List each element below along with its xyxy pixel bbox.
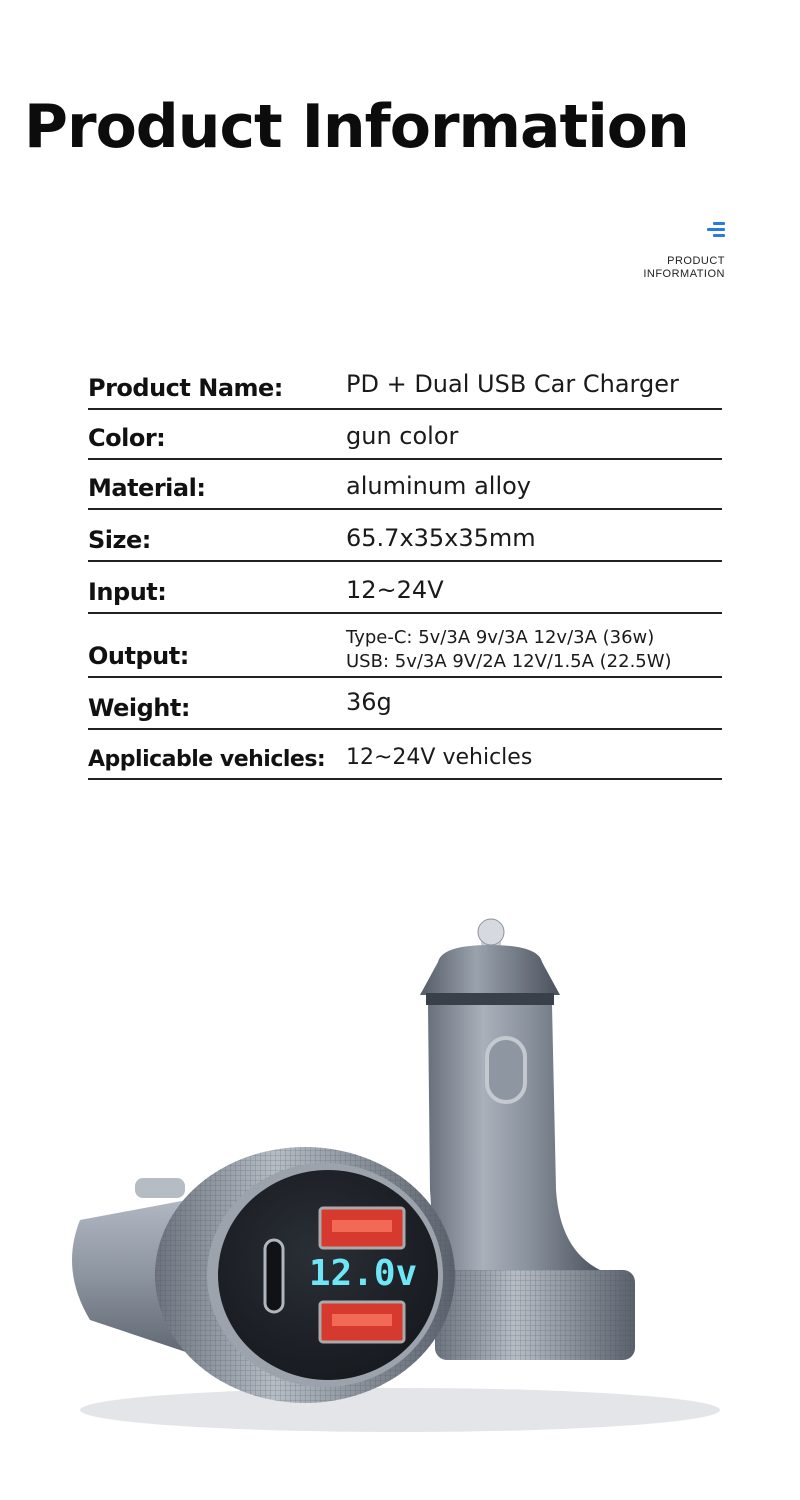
- spec-row-material: [88, 460, 722, 510]
- spec-value: PD + Dual USB Car Charger: [346, 370, 679, 398]
- spec-key: Material:: [88, 474, 206, 502]
- badge-label: [643, 255, 725, 281]
- page-title: Product Information: [24, 92, 689, 162]
- badge-label-line2: INFORMATION: [643, 268, 725, 280]
- spec-key: Input:: [88, 578, 167, 606]
- spec-value: 36g: [346, 688, 392, 716]
- spec-row-product-name: [88, 362, 722, 410]
- spec-row-input: [88, 562, 722, 614]
- spec-row-applicable-vehicles: [88, 730, 722, 780]
- spec-key: Size:: [88, 526, 151, 554]
- spec-key: Weight:: [88, 694, 190, 722]
- spec-row-weight: [88, 678, 722, 730]
- spec-key: Applicable vehicles:: [88, 747, 326, 772]
- spec-value: [346, 626, 672, 676]
- badge-label-line1: PRODUCT: [667, 255, 725, 267]
- spec-value: gun color: [346, 422, 459, 450]
- spec-table: [88, 362, 722, 780]
- spec-key: Output:: [88, 642, 189, 670]
- spec-value: 65.7x35x35mm: [346, 524, 536, 552]
- lying-charger: [72, 1147, 455, 1403]
- spec-key: Product Name:: [88, 374, 283, 402]
- menu-lines-icon: [705, 222, 725, 238]
- voltage-display: 12.0v: [308, 1253, 418, 1294]
- product-information-badge: [643, 222, 725, 281]
- output-usb: USB: 5v/3A 9V/2A 12V/1.5A (22.5W): [346, 651, 672, 672]
- output-type-c: Type-C: 5v/3A 9v/3A 12v/3A (36w): [346, 627, 655, 648]
- spec-row-output: [88, 614, 722, 678]
- spec-value: aluminum alloy: [346, 472, 531, 500]
- spec-row-color: [88, 410, 722, 460]
- spec-value: 12~24V vehicles: [346, 745, 533, 770]
- spec-row-size: [88, 510, 722, 562]
- spec-value: 12~24V: [346, 576, 444, 604]
- spec-key: Color:: [88, 424, 166, 452]
- car-charger-product-image: [40, 890, 760, 1450]
